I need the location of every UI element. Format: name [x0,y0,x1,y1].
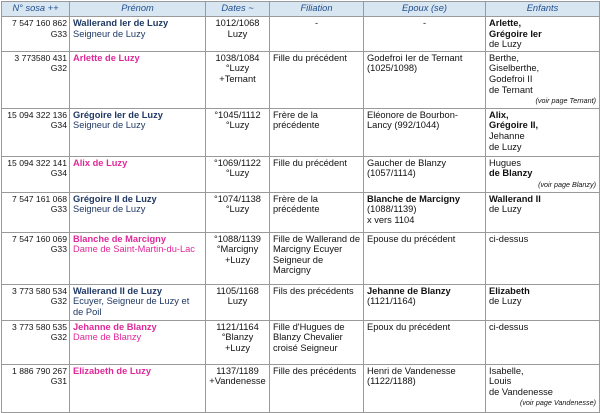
generation-label: G34 [50,120,67,131]
person-cell [70,156,206,192]
spouse-cell [364,51,486,108]
child-name: de Luzy [489,141,522,152]
person-name: Arlette de Luzy [73,52,140,63]
children-cell [486,17,600,52]
date-line: 1105/1168 [216,285,259,296]
date-line: 1121/1164 [216,321,259,332]
table-row [2,232,600,284]
children-cell [486,108,600,156]
sosa-cell [2,232,70,284]
table-header-row [2,2,600,17]
filiation-cell [270,364,364,412]
person-title: Seigneur de Luzy [73,204,146,215]
table-row [2,192,600,232]
person-cell [70,108,206,156]
sosa-cell [2,51,70,108]
child-name: Louis [489,376,512,387]
table-row [2,17,600,52]
person-name: Wallerand Ier de Luzy [73,18,169,28]
date-line: 1137/1189 [216,365,259,376]
date-line: 1012/1068 [215,18,260,28]
child-name: Alix, [489,109,509,120]
date-line: °Luzy [225,204,250,215]
table-body [2,17,600,413]
person-title: Seigneur de Luzy [73,120,146,131]
date-line: °Marcigny [216,244,259,255]
dates-cell [206,284,270,320]
person-name: Blanche de Marcigny [73,233,166,244]
child-name: ci-dessus [489,233,529,244]
sosa-number: 1 886 790 267 [12,365,67,376]
see-page-note[interactable]: (voir page Blanzy) [538,179,596,189]
date-line: Luzy [227,28,248,39]
children-cell [486,320,600,364]
filiation-cell [270,320,364,364]
dates-cell [206,364,270,412]
child-name: ci-dessus [489,321,529,332]
generation-label: G31 [50,376,67,387]
sosa-number: 15 094 322 136 [7,109,67,120]
spouse-line: Epouse du précédent [367,233,456,244]
children-cell [486,284,600,320]
filiation-text: - [314,18,319,28]
child-name: Isabelle, [489,365,524,376]
sosa-cell [2,320,70,364]
child-name: de Luzy [489,204,522,215]
spouse-cell [364,192,486,232]
sosa-number: 3 773 580 534 [12,285,67,296]
person-cell [70,17,206,52]
date-line: °1074/1138 [214,193,261,204]
generation-label: G32 [50,296,67,307]
dates-cell [206,192,270,232]
child-name: Arlette, [489,18,522,28]
filiation-cell [270,192,364,232]
spouse-cell [364,156,486,192]
dates-cell [206,17,270,52]
sosa-cell [2,192,70,232]
sosa-number: 7 547 160 862 [12,18,67,28]
sosa-cell [2,364,70,412]
child-name: de Luzy [489,39,522,50]
sosa-number: 3 773580 431 [14,52,67,63]
person-name: Grégoire II de Luzy [73,193,157,204]
spouse-line: Henri de Vandenesse [367,365,456,376]
spouse-line: (1057/1114) [367,168,416,179]
person-name: Elizabeth de Luzy [73,365,152,376]
date-line: °Blanzy [221,332,254,343]
date-line: Luzy [227,296,248,307]
person-cell [70,51,206,108]
date-line: °Luzy [225,120,250,131]
filiation-cell [270,156,364,192]
child-name: de Blanzy [489,168,533,179]
date-line: +Luzy [224,342,251,353]
filiation-text: Frère de la précédente [273,193,320,215]
person-cell [70,192,206,232]
child-name: de Ternant [489,84,533,95]
table-row [2,320,600,364]
date-line: +Luzy [224,254,251,265]
person-title: Dame de Saint-Martin-du-Lac [73,244,195,255]
child-name: Elizabeth [489,285,530,296]
spouse-line: Godefroi Ier de Ternant [367,52,463,63]
generation-label: G33 [50,204,67,215]
spouse-line: (1088/1139) [367,204,417,215]
children-cell [486,192,600,232]
see-page-note[interactable]: (voir page Vandenesse) [519,398,596,408]
spouse-line: (1122/1188) [367,376,416,387]
person-name: Alix de Luzy [73,157,128,168]
date-line: °1069/1122 [214,157,261,168]
person-cell [70,364,206,412]
header-filiation: Filiation [270,2,364,17]
spouse-line: Blanche de Marcigny [367,193,460,204]
spouse-line: (1121/1164) [367,296,416,307]
date-line: °1045/1112 [214,109,261,120]
child-name: Grégoire II, [489,120,539,131]
person-name: Wallerand II de Luzy [73,285,163,296]
generation-label: G33 [50,244,67,255]
date-line: +Vandenesse [209,376,266,387]
spouse-cell [364,364,486,412]
filiation-text: Fille du précédent [273,52,347,63]
spouse-cell [364,284,486,320]
child-name: de Luzy [489,296,522,307]
person-title: Seigneur de Luzy [73,28,146,39]
header-enfants: Enfants [486,2,600,17]
header-epoux: Epoux (se) [364,2,486,17]
child-name: Giselberthe, [489,63,540,74]
spouse-line: Epoux du précédent [367,321,451,332]
genealogy-table-container [1,1,599,413]
children-cell [486,156,600,192]
filiation-cell [270,108,364,156]
dates-cell [206,51,270,108]
header-sosa: N° sosa ++ [2,2,70,17]
sosa-number: 3 773 580 535 [12,321,67,332]
spouse-line: Gaucher de Blanzy [367,157,447,168]
child-name: Wallerand II [489,193,541,204]
see-page-note[interactable]: (voir page Ternant) [535,96,596,106]
child-name: Grégoire Ier [489,28,542,39]
date-line: +Ternant [219,73,256,84]
person-name: Grégoire Ier de Luzy [73,109,163,120]
header-dates: Dates ~ [206,2,270,17]
header-prenom: Prénom [70,2,206,17]
filiation-text: Frère de la précédente [273,109,320,131]
dates-cell [206,156,270,192]
filiation-text: Fille de Wallerand de Marcigny Ecuyer Seigneur de Marcigny [273,233,360,276]
child-name: Jehanne [489,130,525,141]
generation-label: G32 [50,63,67,74]
filiation-cell [270,284,364,320]
filiation-text: Fille d'Hugues de Blanzy Chevalier croisé Seigneur [273,321,345,353]
generation-label: G32 [50,332,67,343]
table-row [2,108,600,156]
children-cell [486,232,600,284]
spouse-cell [364,232,486,284]
person-title: Ecuyer, Seigneur de Luzy et de Poil [73,296,190,317]
child-name: Hugues [489,157,522,168]
child-name: Berthe, [489,52,519,63]
generation-label: G34 [50,168,67,179]
sosa-cell [2,17,70,52]
dates-cell [206,108,270,156]
spouse-line: (1025/1098) [367,63,418,74]
spouse-cell [364,108,486,156]
table-row [2,51,600,108]
dates-cell [206,232,270,284]
filiation-text: Fille des précédents [273,365,357,376]
genealogy-table [1,1,600,413]
spouse-line: x vers 1104 [367,214,415,225]
filiation-text: Fille du précédent [273,157,347,168]
spouse-cell [364,17,486,52]
sosa-number: 7 547 160 069 [12,233,67,244]
generation-label: G33 [50,28,67,39]
filiation-text: Fils des précédents [273,285,354,296]
spouse-line: - [422,18,427,28]
spouse-line: Eléonore de Bourbon-Lancy (992/1044) [367,109,458,131]
table-row [2,156,600,192]
filiation-cell [270,232,364,284]
sosa-cell [2,108,70,156]
children-cell [486,364,600,412]
person-cell [70,232,206,284]
sosa-number: 7 547 161 068 [12,193,67,204]
spouse-line: Jehanne de Blanzy [367,285,451,296]
sosa-cell [2,156,70,192]
sosa-number: 15 094 322 141 [7,157,67,168]
date-line: °Luzy [225,168,250,179]
filiation-cell [270,17,364,52]
filiation-cell [270,51,364,108]
person-name: Jehanne de Blanzy [73,321,157,332]
child-name: Godefroi II [489,73,533,84]
table-row [2,284,600,320]
person-title: Dame de Blanzy [73,332,142,343]
dates-cell [206,320,270,364]
spouse-cell [364,320,486,364]
sosa-cell [2,284,70,320]
children-cell [486,51,600,108]
person-cell [70,284,206,320]
person-cell [70,320,206,364]
date-line: °1088/1139 [214,233,261,244]
child-name: de Vandenesse [489,386,553,397]
date-line: °Luzy [225,63,250,74]
date-line: 1038/1084 [215,52,260,63]
table-row [2,364,600,412]
